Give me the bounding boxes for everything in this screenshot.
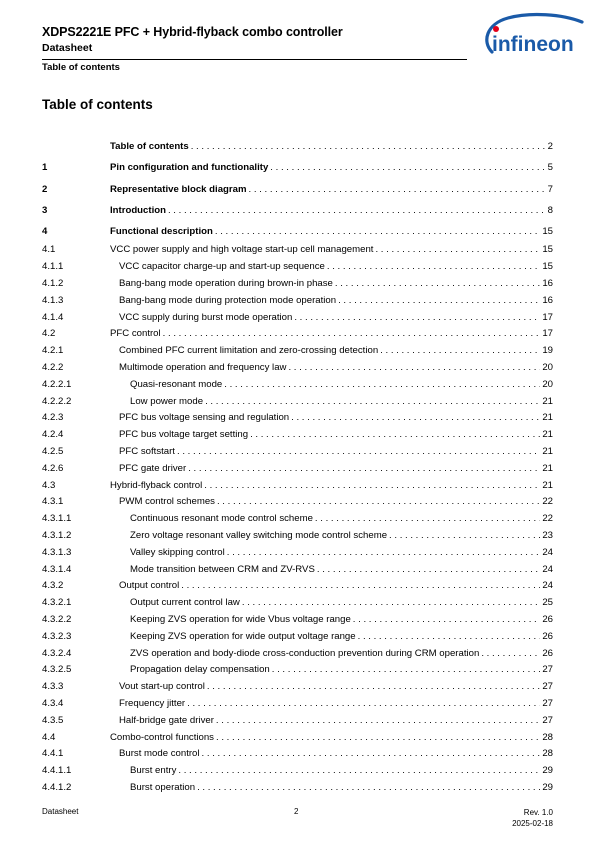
toc-entry[interactable] (42, 562, 553, 579)
toc-entry-number: 4.3.5 (42, 714, 64, 726)
toc-entry-title[interactable]: Combo-control functions (110, 731, 214, 743)
toc-entry[interactable] (42, 326, 553, 343)
toc-entry-page[interactable]: 28 (542, 731, 553, 743)
toc-entry[interactable] (42, 763, 553, 780)
logo-dot (493, 26, 499, 32)
toc-entry-title[interactable]: Zero voltage resonant valley switching mode control scheme (130, 530, 388, 542)
dot-leader (481, 646, 540, 663)
toc-entry-page[interactable]: 23 (542, 530, 553, 542)
dot-leader (317, 562, 540, 579)
toc-entry-line (130, 612, 553, 629)
toc-entry-title[interactable]: Output control (119, 580, 180, 592)
toc-entry-title[interactable]: Bang-bang mode operation during brown-in phase (119, 278, 333, 290)
toc-entry-page[interactable]: 17 (542, 328, 553, 340)
toc-entry-number: 4.3.4 (42, 698, 64, 709)
toc-entry-page[interactable]: 24 (542, 563, 553, 575)
toc-entry[interactable] (42, 646, 553, 663)
toc-entry-line (130, 528, 553, 545)
dot-leader (188, 461, 540, 478)
toc-entry-title[interactable]: Bang-bang mode during protection mode operation (119, 294, 337, 306)
toc-entry-title[interactable]: Introduction (110, 204, 166, 216)
toc-entry-title[interactable]: Valley skipping control (130, 546, 225, 558)
toc-entry-title[interactable]: VCC capacitor charge-up and start-up sequence (119, 261, 325, 273)
dot-leader (197, 780, 540, 797)
toc-entry[interactable] (42, 713, 553, 730)
toc-entry-page[interactable]: 21 (542, 446, 553, 458)
toc-entry-title[interactable]: Combined PFC current limitation and zero-crossing detection (119, 345, 379, 357)
toc-entry-page[interactable]: 27 (542, 664, 553, 676)
toc-entry-line (130, 595, 553, 612)
dot-leader (227, 545, 541, 562)
toc-entry-number: 4.1.4 (42, 311, 64, 323)
toc-entry-line (130, 545, 553, 562)
toc-entry-page[interactable]: 16 (542, 278, 553, 290)
toc-entry-title[interactable]: PFC softstart (119, 446, 175, 458)
toc-entry[interactable] (42, 360, 553, 377)
table-of-contents (42, 136, 553, 797)
toc-entry-line (119, 578, 553, 595)
toc-entry-number: 4.3.1.3 (42, 546, 72, 558)
toc-entry-title[interactable]: Propagation delay compensation (130, 664, 270, 676)
toc-entry-number: 1 (42, 162, 48, 174)
toc-entry-page[interactable]: 26 (542, 614, 553, 626)
toc-heading: Table of contents (42, 97, 153, 112)
toc-entry-title[interactable]: Continuous resonant mode control scheme (130, 513, 313, 525)
toc-entry-line (110, 200, 553, 221)
dot-leader (224, 377, 540, 394)
toc-entry-title[interactable]: Frequency jitter (119, 698, 186, 709)
toc-entry-page[interactable]: 29 (542, 765, 553, 777)
toc-entry-page[interactable]: 8 (547, 204, 553, 216)
dot-leader (338, 293, 540, 310)
toc-entry-line (119, 461, 553, 478)
toc-entry-page[interactable]: 26 (542, 647, 553, 659)
dot-leader (178, 763, 540, 780)
toc-entry-line (130, 646, 553, 663)
toc-entry-number: 4.2.4 (42, 429, 64, 441)
toc-entry-line (110, 136, 553, 157)
toc-entry[interactable] (42, 310, 553, 327)
toc-entry[interactable] (42, 528, 553, 545)
toc-entry-page[interactable]: 25 (542, 597, 553, 609)
toc-entry-line (110, 179, 553, 200)
toc-entry[interactable] (42, 746, 553, 763)
toc-entry[interactable] (42, 377, 553, 394)
toc-entry[interactable] (42, 679, 553, 696)
toc-entry-line (119, 679, 553, 696)
toc-entry-line (119, 276, 553, 293)
footer-revision: Rev. 1.0 (523, 808, 553, 817)
logo-text: infineon (492, 33, 574, 56)
toc-entry-line (119, 293, 553, 310)
toc-entry-number: 4.3.2.5 (42, 664, 72, 676)
dot-leader (168, 200, 546, 221)
toc-entry-title[interactable]: Pin configuration and functionality (110, 162, 269, 174)
toc-entry-page[interactable]: 22 (542, 513, 553, 525)
toc-entry-page[interactable]: 5 (547, 162, 553, 174)
toc-entry[interactable] (42, 478, 553, 495)
toc-entry[interactable] (42, 394, 553, 411)
toc-entry-number: 4.1 (42, 244, 56, 256)
toc-entry-title[interactable]: PFC bus voltage target setting (119, 429, 249, 441)
dot-leader (191, 136, 546, 157)
toc-entry-number: 4.4.1.2 (42, 781, 72, 793)
toc-entry-number: 3 (42, 204, 48, 216)
toc-entry[interactable] (42, 494, 553, 511)
toc-entry-line (110, 730, 553, 747)
toc-entry[interactable] (42, 612, 553, 629)
toc-entry-line (119, 444, 553, 461)
toc-entry-title[interactable]: Output current control law (130, 597, 240, 609)
dot-leader (207, 679, 540, 696)
toc-entry-number: 4 (42, 226, 48, 238)
toc-entry[interactable] (42, 595, 553, 612)
toc-entry-number: 4.2.6 (42, 462, 64, 474)
toc-entry-title[interactable]: Hybrid-flyback control (110, 479, 203, 491)
toc-entry-page[interactable]: 19 (542, 345, 553, 357)
toc-entry[interactable] (42, 276, 553, 293)
dot-leader (242, 595, 540, 612)
toc-entry[interactable] (42, 444, 553, 461)
toc-entry-line (130, 763, 553, 780)
toc-entry-number: 2 (42, 183, 48, 195)
dot-leader (202, 746, 541, 763)
dot-leader (181, 578, 540, 595)
toc-entry-number: 4.2.3 (42, 412, 64, 424)
toc-entry-line (130, 562, 553, 579)
toc-entry-line (110, 478, 553, 495)
toc-entry[interactable] (42, 427, 553, 444)
toc-entry[interactable] (42, 343, 553, 360)
toc-entry-number: 4.2.1 (42, 345, 64, 357)
toc-entry-page[interactable]: 22 (542, 496, 553, 508)
toc-entry-title[interactable]: Vout start-up control (119, 681, 205, 693)
toc-entry-line (110, 326, 553, 343)
toc-entry-page[interactable]: 28 (542, 748, 553, 760)
toc-entry-number: 4.3.2.2 (42, 614, 72, 626)
dot-leader (375, 242, 540, 259)
footer-doc-type: Datasheet (42, 807, 79, 816)
toc-entry-number: 4.3.1 (42, 496, 64, 508)
toc-entry[interactable] (42, 730, 553, 747)
toc-entry-title[interactable]: Functional description (110, 226, 213, 238)
dot-leader (315, 511, 540, 528)
toc-entry-number: 4.3.2 (42, 580, 64, 592)
toc-entry-page[interactable]: 16 (542, 294, 553, 306)
toc-entry-number: 4.3.1.2 (42, 530, 72, 542)
dot-leader (291, 410, 540, 427)
toc-entry-line (130, 394, 553, 411)
toc-entry[interactable] (42, 545, 553, 562)
dot-leader (249, 179, 546, 200)
toc-entry-title[interactable]: PFC bus voltage sensing and regulation (119, 412, 290, 424)
toc-entry-page[interactable]: 27 (542, 681, 553, 693)
toc-entry-page[interactable]: 21 (542, 395, 553, 407)
toc-entry-line (119, 746, 553, 763)
toc-entry-line (119, 494, 553, 511)
toc-entry-page[interactable]: 21 (542, 429, 553, 441)
toc-entry-page[interactable]: 24 (542, 546, 553, 558)
toc-entry-title[interactable]: Burst entry (130, 765, 177, 777)
toc-entry-title[interactable]: Half-bridge gate driver (119, 714, 214, 726)
dot-leader (205, 394, 540, 411)
toc-entry[interactable] (42, 179, 553, 200)
toc-entry-number: 4.4.1 (42, 748, 64, 760)
toc-entry-title[interactable]: Quasi-resonant mode (130, 378, 223, 390)
toc-entry[interactable] (42, 259, 553, 276)
footer-page-number: 2 (294, 807, 299, 816)
toc-entry-page[interactable]: 21 (542, 412, 553, 424)
dot-leader (215, 221, 540, 242)
toc-entry[interactable] (42, 410, 553, 427)
toc-entry-number: 4.4 (42, 731, 56, 743)
dot-leader (288, 360, 540, 377)
toc-entry-page[interactable]: 17 (542, 311, 553, 323)
toc-entry-number: 4.3.2.3 (42, 630, 72, 642)
toc-entry[interactable] (42, 578, 553, 595)
toc-entry-title[interactable]: Multimode operation and frequency law (119, 362, 287, 374)
toc-entry-number: 4.4.1.1 (42, 765, 72, 777)
toc-entry-title[interactable]: PFC control (110, 328, 161, 340)
toc-entry-line (110, 242, 553, 259)
document-subtitle: Datasheet (42, 42, 93, 54)
toc-entry-page[interactable]: 21 (542, 462, 553, 474)
toc-entry-number: 4.3.1.1 (42, 513, 72, 525)
toc-entry-page[interactable]: 2 (547, 141, 553, 152)
dot-leader (163, 326, 541, 343)
dot-leader (270, 157, 545, 178)
toc-entry[interactable] (42, 780, 553, 797)
footer-date: 2025-02-18 (512, 819, 553, 828)
header-divider (42, 59, 467, 60)
toc-entry[interactable] (42, 157, 553, 178)
toc-entry-title[interactable]: PFC gate driver (119, 462, 187, 474)
toc-entry-page[interactable]: 15 (542, 261, 553, 273)
toc-entry-line (130, 511, 553, 528)
toc-entry-page[interactable]: 15 (542, 244, 553, 256)
toc-entry-line (110, 157, 553, 178)
toc-entry[interactable] (42, 511, 553, 528)
toc-entry-page[interactable]: 24 (542, 580, 553, 592)
toc-entry-title[interactable]: VCC power supply and high voltage start-up cell management (110, 244, 374, 256)
toc-entry-title[interactable]: Mode transition between CRM and ZV-RVS (130, 563, 315, 575)
dot-leader (335, 276, 540, 293)
toc-entry-number: 4.3.2.1 (42, 597, 72, 609)
toc-entry[interactable] (42, 461, 553, 478)
dot-leader (216, 730, 540, 747)
toc-entry-line (110, 221, 553, 242)
footer-revision-block (512, 807, 553, 829)
dot-leader (204, 478, 540, 495)
dot-leader (250, 427, 540, 444)
toc-entry-page[interactable]: 27 (542, 714, 553, 726)
dot-leader (327, 259, 540, 276)
toc-entry-line (119, 696, 553, 713)
toc-entry-number: 4.3.3 (42, 681, 64, 693)
toc-entry-page[interactable]: 20 (542, 362, 553, 374)
dot-leader (389, 528, 540, 545)
toc-entry-page[interactable]: 26 (542, 630, 553, 642)
toc-entry-page[interactable]: 21 (542, 479, 553, 491)
toc-entry-line (119, 360, 553, 377)
toc-entry[interactable] (42, 696, 553, 713)
toc-entry-title[interactable]: Keeping ZVS operation for wide output voltage range (130, 630, 356, 642)
dot-leader (217, 494, 540, 511)
toc-entry-page[interactable]: 29 (542, 781, 553, 793)
dot-leader (216, 713, 540, 730)
toc-entry[interactable] (42, 221, 553, 242)
toc-entry-number: 4.1.1 (42, 261, 64, 273)
toc-entry-number: 4.2.5 (42, 446, 64, 458)
toc-entry-number: 4.1.2 (42, 278, 64, 290)
dot-leader (187, 696, 540, 713)
toc-entry-line (130, 377, 553, 394)
toc-entry-title[interactable]: Table of contents (110, 141, 189, 152)
dot-leader (272, 662, 541, 679)
toc-entry-page[interactable]: 15 (542, 226, 553, 238)
toc-entry-line (130, 662, 553, 679)
toc-entry-number: 4.2 (42, 328, 56, 340)
toc-entry-title[interactable]: VCC supply during burst mode operation (119, 311, 293, 323)
toc-entry-page[interactable]: 27 (542, 698, 553, 709)
toc-entry-title[interactable]: Low power mode (130, 395, 204, 407)
dot-leader (358, 629, 541, 646)
toc-entry[interactable] (42, 242, 553, 259)
dot-leader (177, 444, 540, 461)
toc-entry-number: 4.2.2.2 (42, 395, 72, 407)
toc-entry-page[interactable]: 7 (547, 183, 553, 195)
toc-entry-line (119, 310, 553, 327)
toc-entry[interactable] (42, 293, 553, 310)
toc-entry-title[interactable]: Keeping ZVS operation for wide Vbus voltage range (130, 614, 351, 626)
toc-entry-page[interactable]: 20 (542, 378, 553, 390)
toc-entry-title[interactable]: Burst mode control (119, 748, 200, 760)
toc-entry-line (119, 410, 553, 427)
toc-entry-number: 4.2.2.1 (42, 378, 72, 390)
toc-entry[interactable] (42, 200, 553, 221)
toc-entry[interactable] (42, 136, 553, 157)
toc-entry-title[interactable]: ZVS operation and body-diode cross-conduction prevention during CRM operation (130, 647, 480, 659)
infineon-logo (478, 12, 588, 62)
toc-entry[interactable] (42, 662, 553, 679)
toc-entry-line (119, 259, 553, 276)
toc-entry-line (130, 629, 553, 646)
toc-entry[interactable] (42, 629, 553, 646)
toc-entry-number: 4.1.3 (42, 294, 64, 306)
running-section-label: Table of contents (42, 62, 120, 73)
toc-entry-line (119, 427, 553, 444)
toc-entry-line (119, 713, 553, 730)
toc-entry-number: 4.3.1.4 (42, 563, 72, 575)
toc-entry-title[interactable]: Representative block diagram (110, 183, 247, 195)
dot-leader (294, 310, 540, 327)
toc-entry-line (119, 343, 553, 360)
toc-entry-number: 4.3 (42, 479, 56, 491)
document-title: XDPS2221E PFC + Hybrid-flyback combo controller (42, 25, 343, 39)
dot-leader (353, 612, 541, 629)
dot-leader (380, 343, 540, 360)
toc-entry-number: 4.3.2.4 (42, 647, 72, 659)
toc-entry-title[interactable]: Burst operation (130, 781, 196, 793)
toc-entry-line (130, 780, 553, 797)
toc-entry-title[interactable]: PWM control schemes (119, 496, 215, 508)
toc-entry-number: 4.2.2 (42, 362, 64, 374)
